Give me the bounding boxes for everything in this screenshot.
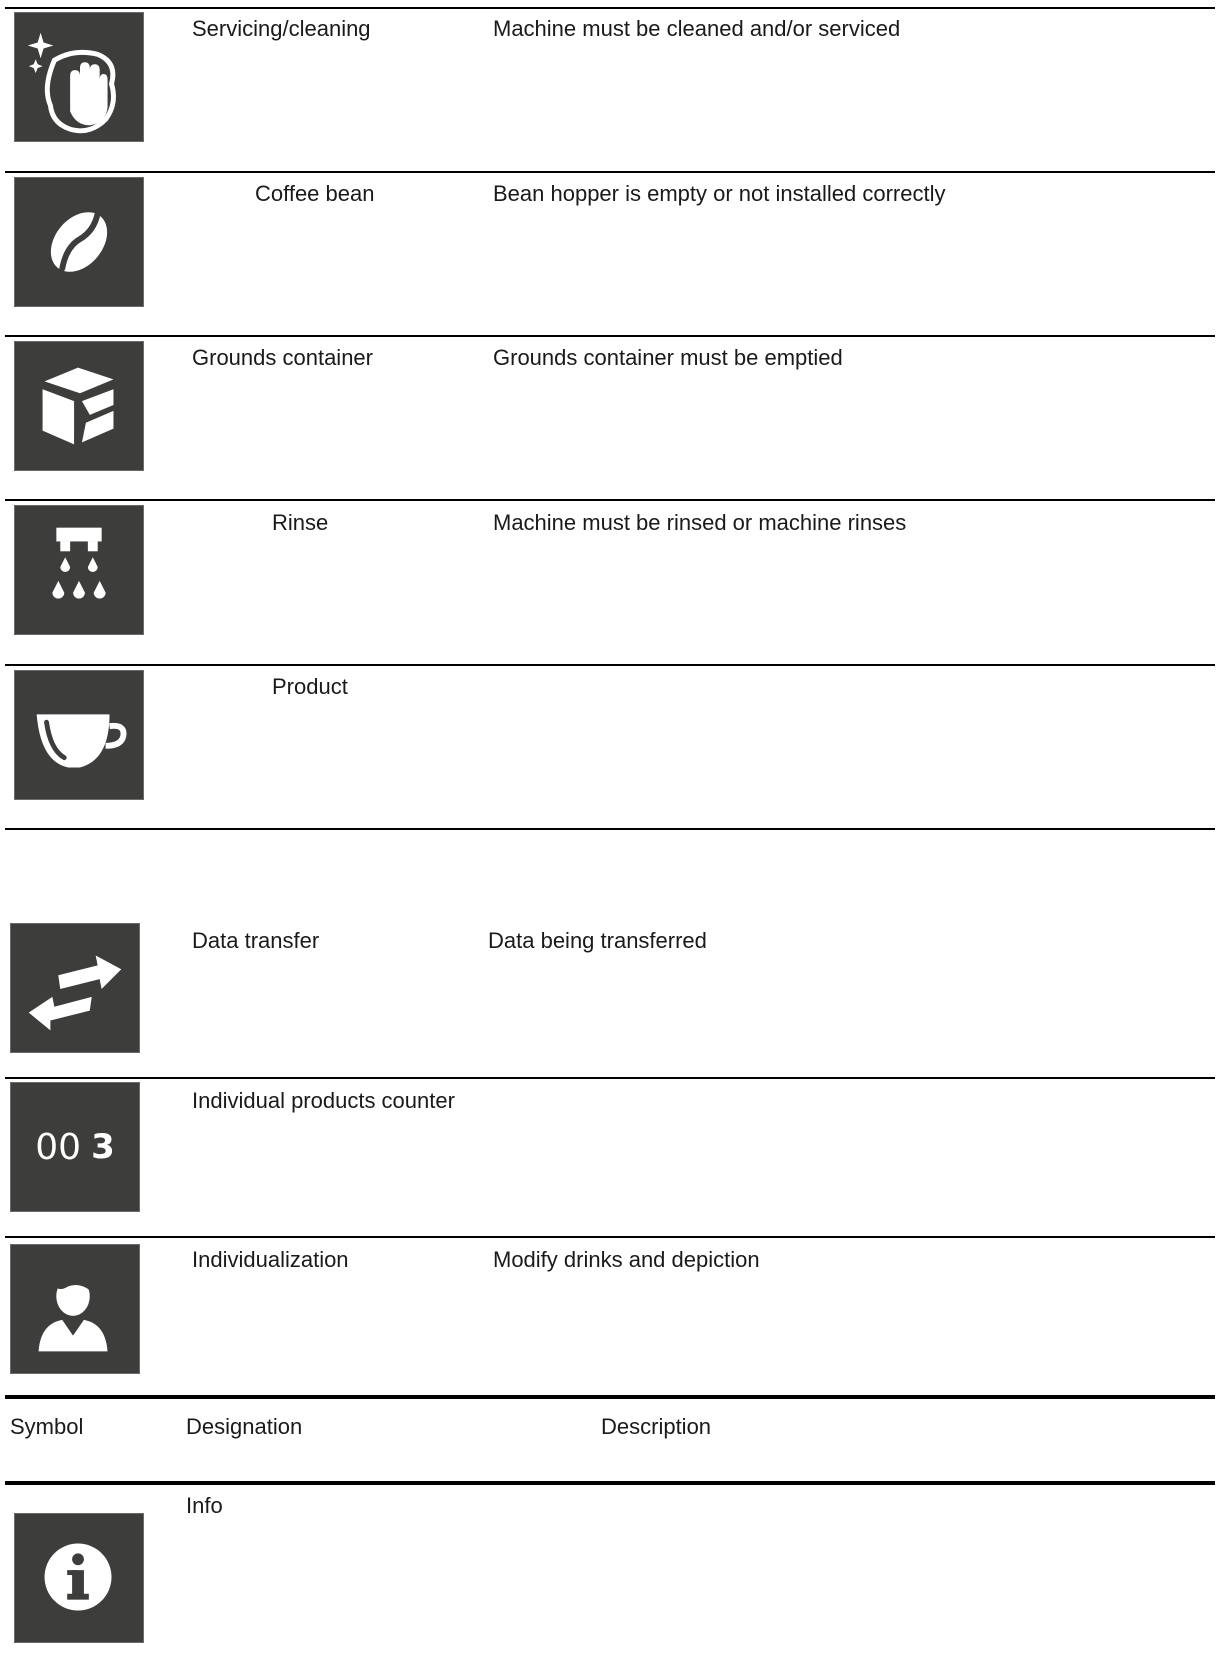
table-rule — [5, 1077, 1215, 1079]
info-icon — [14, 1513, 144, 1643]
table-rule — [5, 335, 1215, 337]
designation-individualization: Individualization — [192, 1247, 349, 1272]
header-symbol: Symbol — [10, 1414, 84, 1439]
designation-info: Info — [186, 1493, 223, 1518]
rinse-icon — [14, 505, 144, 635]
description-servicing-cleaning: Machine must be cleaned and/or serviced — [493, 16, 901, 41]
designation-individual-products-counter: Individual products counter — [192, 1088, 455, 1113]
designation-coffee-bean: Coffee bean — [255, 181, 375, 206]
table-rule — [5, 828, 1215, 830]
designation-rinse: Rinse — [272, 510, 329, 535]
counter-icon — [10, 1082, 140, 1212]
designation-grounds-container: Grounds container — [192, 345, 373, 370]
header-description: Description — [601, 1414, 712, 1439]
description-individualization: Modify drinks and depiction — [493, 1247, 760, 1272]
description-data-transfer: Data being transferred — [488, 928, 707, 953]
data-transfer-icon — [10, 923, 140, 1053]
table-rule — [5, 664, 1215, 666]
table-rule — [5, 1395, 1215, 1399]
header-designation: Designation — [186, 1414, 303, 1439]
servicing-cleaning-icon — [14, 12, 144, 142]
description-grounds-container: Grounds container must be emptied — [493, 345, 843, 370]
designation-product: Product — [272, 674, 348, 699]
description-coffee-bean: Bean hopper is empty or not installed correctly — [493, 181, 946, 206]
counter-digits: 00 — [35, 1126, 82, 1168]
table-rule — [5, 171, 1215, 173]
table-rule — [5, 499, 1215, 501]
cup-icon — [14, 670, 144, 800]
table-rule — [5, 1481, 1215, 1485]
table-rule — [5, 7, 1215, 9]
coffee-bean-icon — [14, 177, 144, 307]
designation-data-transfer: Data transfer — [192, 928, 320, 953]
table-rule — [5, 1236, 1215, 1238]
user-icon — [10, 1244, 140, 1374]
description-rinse: Machine must be rinsed or machine rinses — [493, 510, 907, 535]
designation-servicing-cleaning: Servicing/cleaning — [192, 16, 371, 41]
counter-last-digit: 3 — [91, 1127, 115, 1167]
grounds-container-icon — [14, 341, 144, 471]
